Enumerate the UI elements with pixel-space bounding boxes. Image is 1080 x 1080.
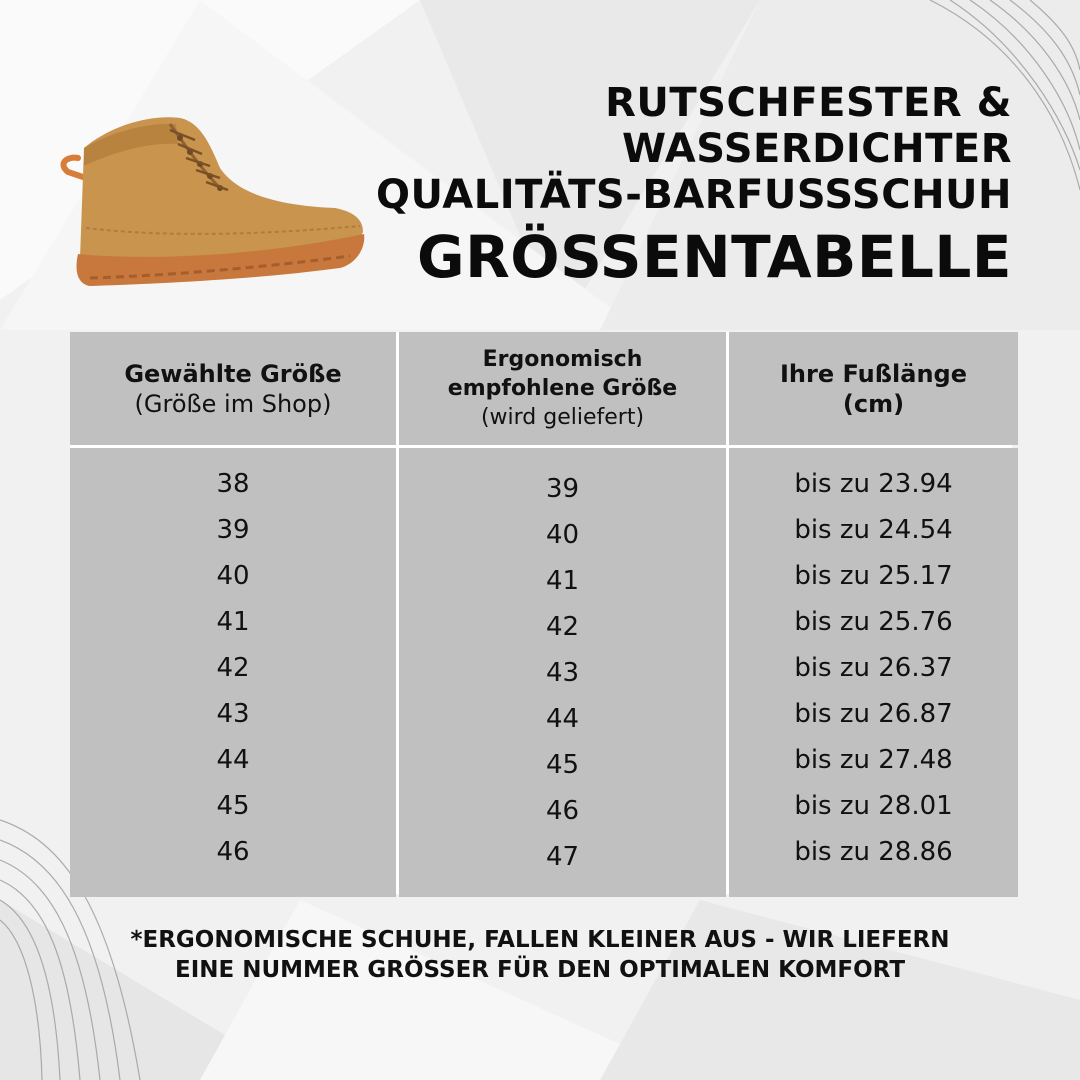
header-recommended-size-sub: (wird geliefert) xyxy=(480,405,645,430)
selected-size-value: 42 xyxy=(216,653,250,683)
title-line-2: WASSERDICHTER xyxy=(621,126,1012,172)
foot-length-value: bis zu 28.86 xyxy=(794,837,953,867)
selected-size-value: 43 xyxy=(216,699,250,729)
selected-size-value: 39 xyxy=(216,515,250,545)
recommended-size-value: 41 xyxy=(545,566,580,596)
header-selected-size-sub: (Größe im Shop) xyxy=(134,389,332,418)
foot-length-value: bis zu 23.94 xyxy=(794,469,953,499)
title-line-3: QUALITÄTS-BARFUSSSCHUH xyxy=(376,172,1012,218)
footnote xyxy=(0,925,1080,985)
footnote-line-1: *ERGONOMISCHE SCHUHE, FALLEN KLEINER AUS - WIR LIEFERN xyxy=(130,927,950,953)
header-foot-length xyxy=(729,332,1018,445)
footnote-line-2: EINE NUMMER GRÖSSER FÜR DEN OPTIMALEN KOMFORT xyxy=(174,957,906,983)
selected-size-value: 46 xyxy=(216,837,250,867)
column-foot-length xyxy=(729,448,1018,897)
title-line-1: RUTSCHFESTER & xyxy=(605,80,1012,126)
foot-length-value: bis zu 26.37 xyxy=(794,653,953,683)
barefoot-boot-icon xyxy=(50,108,370,308)
recommended-size-value: 40 xyxy=(545,520,580,550)
foot-length-value: bis zu 26.87 xyxy=(794,699,953,729)
foot-length-value: bis zu 24.54 xyxy=(794,515,953,545)
selected-size-value: 38 xyxy=(216,469,250,499)
header-selected-size xyxy=(70,332,396,445)
selected-size-value: 45 xyxy=(216,791,250,821)
selected-size-value: 40 xyxy=(216,561,250,591)
header-foot-length-label: Ihre Fußlänge xyxy=(780,359,967,388)
foot-length-value: bis zu 27.48 xyxy=(794,745,953,775)
recommended-size-value: 43 xyxy=(545,658,580,688)
foot-length-value: bis zu 25.17 xyxy=(794,561,953,591)
header-selected-size-label: Gewählte Größe xyxy=(124,359,342,388)
header-recommended-size-label-2: empfohlene Größe xyxy=(447,376,678,401)
column-recommended-size xyxy=(399,448,726,897)
column-selected-size xyxy=(70,448,396,897)
size-table xyxy=(70,332,1012,894)
title-line-4: GRÖSSENTABELLE xyxy=(417,223,1012,291)
foot-length-value: bis zu 25.76 xyxy=(794,607,953,637)
recommended-size-value: 39 xyxy=(545,474,580,504)
recommended-size-value: 42 xyxy=(545,612,580,642)
recommended-size-value: 44 xyxy=(545,704,580,734)
selected-size-value: 44 xyxy=(216,745,250,775)
recommended-size-value: 47 xyxy=(545,842,580,872)
header-foot-length-unit: (cm) xyxy=(842,389,905,418)
header-recommended-size xyxy=(399,332,726,445)
selected-size-value: 41 xyxy=(216,607,250,637)
page-title xyxy=(376,80,1012,292)
recommended-size-value: 45 xyxy=(545,750,580,780)
recommended-size-value: 46 xyxy=(545,796,580,826)
header-recommended-size-label-1: Ergonomisch xyxy=(482,347,643,372)
foot-length-value: bis zu 28.01 xyxy=(794,791,953,821)
